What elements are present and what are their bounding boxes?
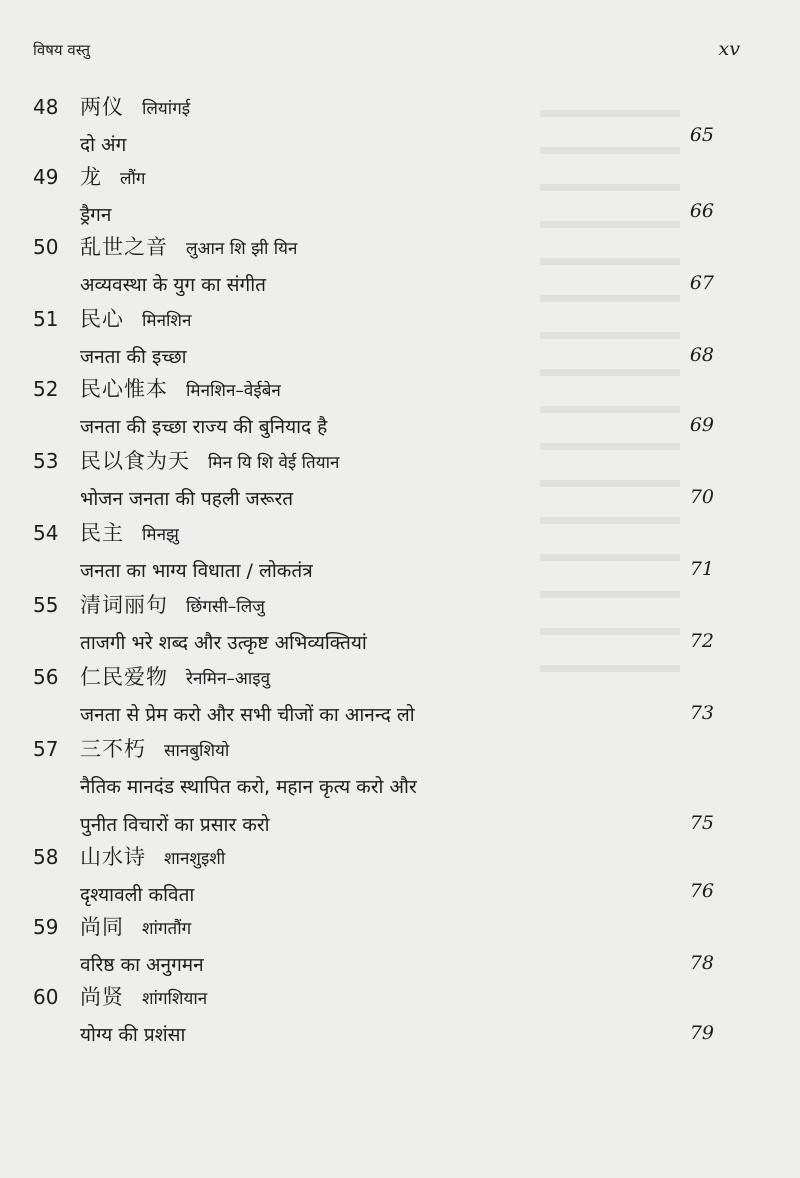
chinese-term: 山水诗 bbox=[80, 845, 146, 869]
roman-page-number: xv bbox=[718, 38, 740, 60]
transliteration: लुआन शि झी यिन bbox=[186, 239, 298, 259]
chinese-term: 两仪 bbox=[80, 95, 124, 119]
transliteration: शांगतौंग bbox=[142, 919, 192, 939]
transliteration: रेनमिन–आइवु bbox=[186, 669, 271, 689]
entry-page-number: 76 bbox=[689, 880, 714, 902]
entry-number: 55 bbox=[33, 593, 59, 617]
entry-number: 54 bbox=[33, 521, 59, 545]
hindi-meaning: दो अंग bbox=[80, 134, 127, 156]
hindi-meaning: वरिष्ठ का अनुगमन bbox=[80, 954, 204, 976]
entry-page-number: 73 bbox=[689, 702, 714, 724]
entry-page-number: 75 bbox=[689, 812, 714, 834]
chinese-term: 清词丽句 bbox=[80, 593, 168, 617]
hindi-meaning: भोजन जनता की पहली जरूरत bbox=[80, 488, 294, 510]
entry-page-number: 71 bbox=[689, 558, 714, 580]
transliteration: सानबुशियो bbox=[164, 741, 230, 761]
entry-number: 58 bbox=[33, 845, 59, 869]
transliteration: मिनझु bbox=[142, 525, 179, 545]
chinese-term: 乱世之音 bbox=[80, 235, 168, 259]
entry-heading bbox=[80, 374, 281, 406]
chinese-term: 民以食为天 bbox=[80, 449, 190, 473]
hindi-meaning: नैतिक मानदंड स्थापित करो, महान कृत्य करो और bbox=[80, 776, 417, 798]
chinese-term: 民心惟本 bbox=[80, 377, 168, 401]
entry-heading bbox=[80, 162, 146, 194]
transliteration: मिनशिन–वेईबेन bbox=[186, 381, 281, 401]
entry-number: 49 bbox=[33, 165, 59, 189]
entry-number: 51 bbox=[33, 307, 59, 331]
entry-number: 48 bbox=[33, 95, 59, 119]
hindi-meaning: जनता की इच्छा राज्य की बुनियाद है bbox=[80, 416, 328, 438]
transliteration: लियांगई bbox=[142, 99, 191, 119]
entry-page-number: 79 bbox=[689, 1022, 714, 1044]
transliteration: शानशुइशी bbox=[164, 849, 226, 869]
transliteration: शांगशियान bbox=[142, 989, 208, 1009]
chinese-term: 民主 bbox=[80, 521, 124, 545]
running-header-title: विषय वस्तु bbox=[33, 41, 91, 59]
chinese-term: 尚贤 bbox=[80, 985, 124, 1009]
chinese-term: 尚同 bbox=[80, 915, 124, 939]
entry-page-number: 70 bbox=[689, 486, 714, 508]
entry-heading bbox=[80, 982, 207, 1014]
transliteration: मिनशिन bbox=[142, 311, 192, 331]
hindi-meaning: ताजगी भरे शब्द और उत्कृष्ट अभिव्यक्तियां bbox=[80, 632, 367, 654]
entry-heading bbox=[80, 662, 270, 694]
entry-heading bbox=[80, 92, 190, 124]
entry-heading bbox=[80, 842, 225, 874]
entry-number: 53 bbox=[33, 449, 59, 473]
entry-heading bbox=[80, 232, 297, 264]
entry-heading bbox=[80, 912, 191, 944]
entry-heading bbox=[80, 734, 229, 766]
entry-page-number: 69 bbox=[689, 414, 714, 436]
entry-heading bbox=[80, 518, 179, 550]
entry-page-number: 72 bbox=[689, 630, 714, 652]
hindi-meaning: योग्य की प्रशंसा bbox=[80, 1024, 186, 1046]
entry-heading bbox=[80, 304, 191, 336]
hindi-meaning: अव्यवस्था के युग का संगीत bbox=[80, 274, 266, 296]
entry-number: 56 bbox=[33, 665, 59, 689]
hindi-meaning: दृश्यावली कविता bbox=[80, 884, 195, 906]
entry-page-number: 78 bbox=[689, 952, 714, 974]
entry-page-number: 67 bbox=[689, 272, 714, 294]
show-through-texture bbox=[520, 80, 760, 840]
transliteration: मिन यि शि वेई तियान bbox=[208, 453, 340, 473]
entry-number: 60 bbox=[33, 985, 59, 1009]
transliteration: लौंग bbox=[120, 169, 146, 189]
hindi-meaning: ड्रैगन bbox=[80, 204, 112, 226]
entry-heading bbox=[80, 590, 265, 622]
entry-number: 50 bbox=[33, 235, 59, 259]
entry-number: 57 bbox=[33, 737, 59, 761]
entry-page-number: 68 bbox=[689, 344, 714, 366]
chinese-term: 仁民爱物 bbox=[80, 665, 168, 689]
chinese-term: 龙 bbox=[80, 165, 102, 189]
entry-page-number: 66 bbox=[689, 200, 714, 222]
hindi-meaning: जनता का भाग्य विधाता / लोकतंत्र bbox=[80, 560, 313, 582]
entry-page-number: 65 bbox=[689, 124, 714, 146]
hindi-meaning: जनता की इच्छा bbox=[80, 346, 187, 368]
hindi-meaning: पुनीत विचारों का प्रसार करो bbox=[80, 814, 270, 836]
hindi-meaning: जनता से प्रेम करो और सभी चीजों का आनन्द लो bbox=[80, 704, 415, 726]
entry-number: 52 bbox=[33, 377, 59, 401]
transliteration: छिंगसी–लिजु bbox=[186, 597, 265, 617]
entry-heading bbox=[80, 446, 339, 478]
chinese-term: 民心 bbox=[80, 307, 124, 331]
chinese-term: 三不朽 bbox=[80, 737, 146, 761]
entry-number: 59 bbox=[33, 915, 59, 939]
